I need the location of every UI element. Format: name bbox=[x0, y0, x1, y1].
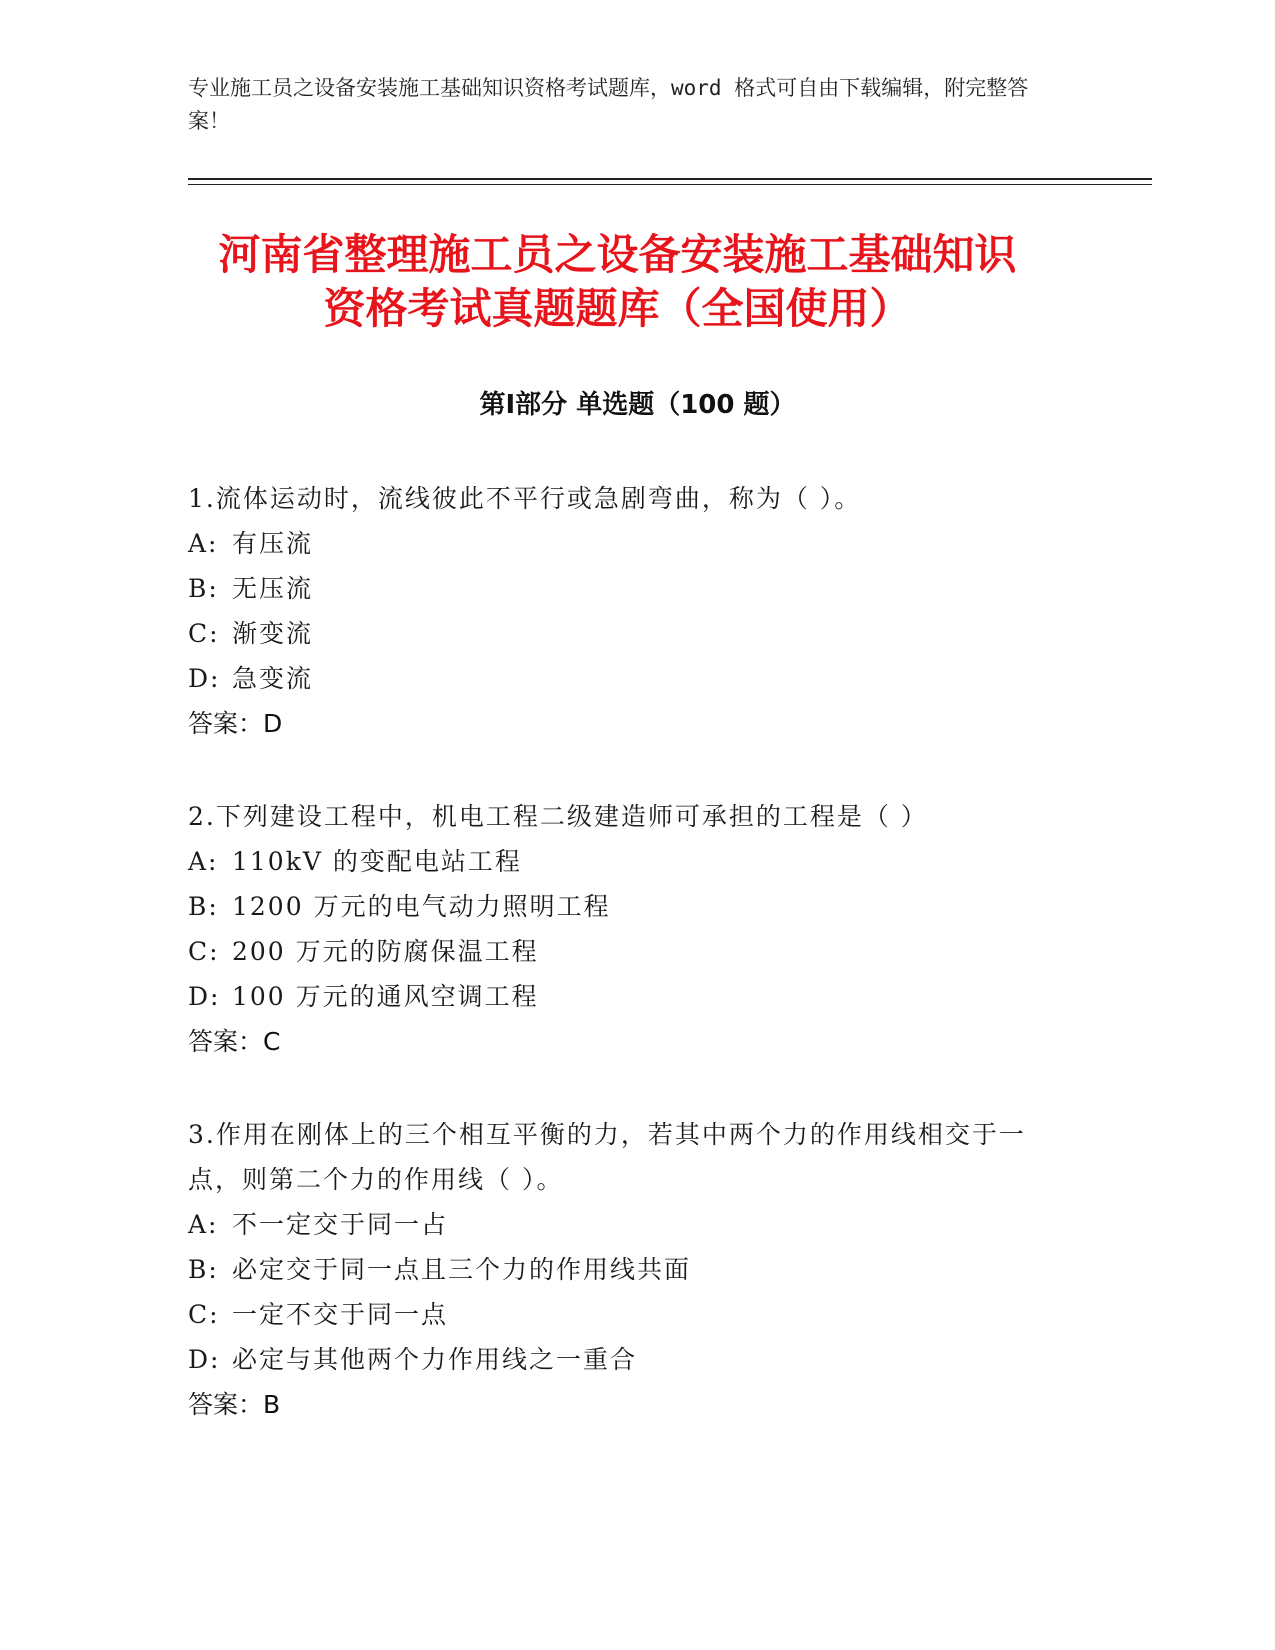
option-c bbox=[188, 1292, 1068, 1337]
option-key: B: bbox=[188, 574, 219, 603]
option-key: D: bbox=[188, 664, 221, 693]
option-a bbox=[188, 1202, 1068, 1247]
option-text: 不一定交于同一占 bbox=[232, 1210, 449, 1239]
option-key: C: bbox=[188, 1300, 220, 1329]
option-d bbox=[188, 974, 1068, 1019]
question-stem: 2.下列建设工程中，机电工程二级建造师可承担的工程是（ ） bbox=[188, 802, 928, 831]
document-title-line-1: 河南省整理施工员之设备安装施工基础知识 bbox=[218, 230, 1017, 279]
option-key: A: bbox=[188, 529, 219, 558]
option-text: 一定不交于同一点 bbox=[232, 1300, 449, 1329]
option-text: 无压流 bbox=[232, 574, 314, 603]
header-divider-thin bbox=[188, 184, 1152, 185]
question-2 bbox=[188, 794, 1068, 1064]
option-text: 渐变流 bbox=[232, 619, 314, 648]
option-text: 必定与其他两个力作用线之一重合 bbox=[232, 1345, 638, 1374]
option-d bbox=[188, 1337, 1068, 1382]
option-b bbox=[188, 566, 1068, 611]
option-text: 急变流 bbox=[232, 664, 314, 693]
option-c bbox=[188, 611, 1068, 656]
question-stem: 1.流体运动时，流线彼此不平行或急剧弯曲，称为（ ）。 bbox=[188, 484, 862, 513]
option-text: 200 万元的防腐保温工程 bbox=[232, 937, 539, 966]
question-1 bbox=[188, 476, 1068, 746]
question-stem: 3.作用在刚体上的三个相互平衡的力，若其中两个力的作用线相交于一点，则第二个力的作用线（ ）。 bbox=[188, 1120, 1026, 1194]
answer-line: 答案：D bbox=[188, 709, 283, 738]
option-text: 必定交于同一点且三个力的作用线共面 bbox=[232, 1255, 692, 1284]
section-heading: 第Ⅰ部分 单选题（100 题） bbox=[479, 390, 796, 420]
option-d bbox=[188, 656, 1068, 701]
option-key: A: bbox=[188, 847, 219, 876]
option-key: D: bbox=[188, 982, 221, 1011]
question-list bbox=[188, 476, 1068, 1475]
option-text: 1200 万元的电气动力照明工程 bbox=[232, 892, 611, 921]
answer-line: 答案：C bbox=[188, 1027, 281, 1056]
option-c bbox=[188, 929, 1068, 974]
option-text: 100 万元的通风空调工程 bbox=[232, 982, 539, 1011]
option-key: B: bbox=[188, 1255, 219, 1284]
option-key: D: bbox=[188, 1345, 221, 1374]
option-text: 有压流 bbox=[232, 529, 314, 558]
document-title-line-2: 资格考试真题题库（全国使用） bbox=[323, 284, 912, 333]
option-a bbox=[188, 839, 1068, 884]
option-text: 110kV 的变配电站工程 bbox=[232, 847, 522, 876]
option-b bbox=[188, 884, 1068, 929]
answer-line: 答案：B bbox=[188, 1390, 281, 1419]
option-a bbox=[188, 521, 1068, 566]
option-b bbox=[188, 1247, 1068, 1292]
option-key: B: bbox=[188, 892, 219, 921]
header-divider-thick bbox=[188, 178, 1152, 180]
option-key: C: bbox=[188, 619, 220, 648]
question-3 bbox=[188, 1112, 1068, 1427]
option-key: C: bbox=[188, 937, 220, 966]
option-key: A: bbox=[188, 1210, 219, 1239]
header-note: 专业施工员之设备安装施工基础知识资格考试题库，word 格式可自由下载编辑，附完整答案！ bbox=[188, 76, 1029, 133]
